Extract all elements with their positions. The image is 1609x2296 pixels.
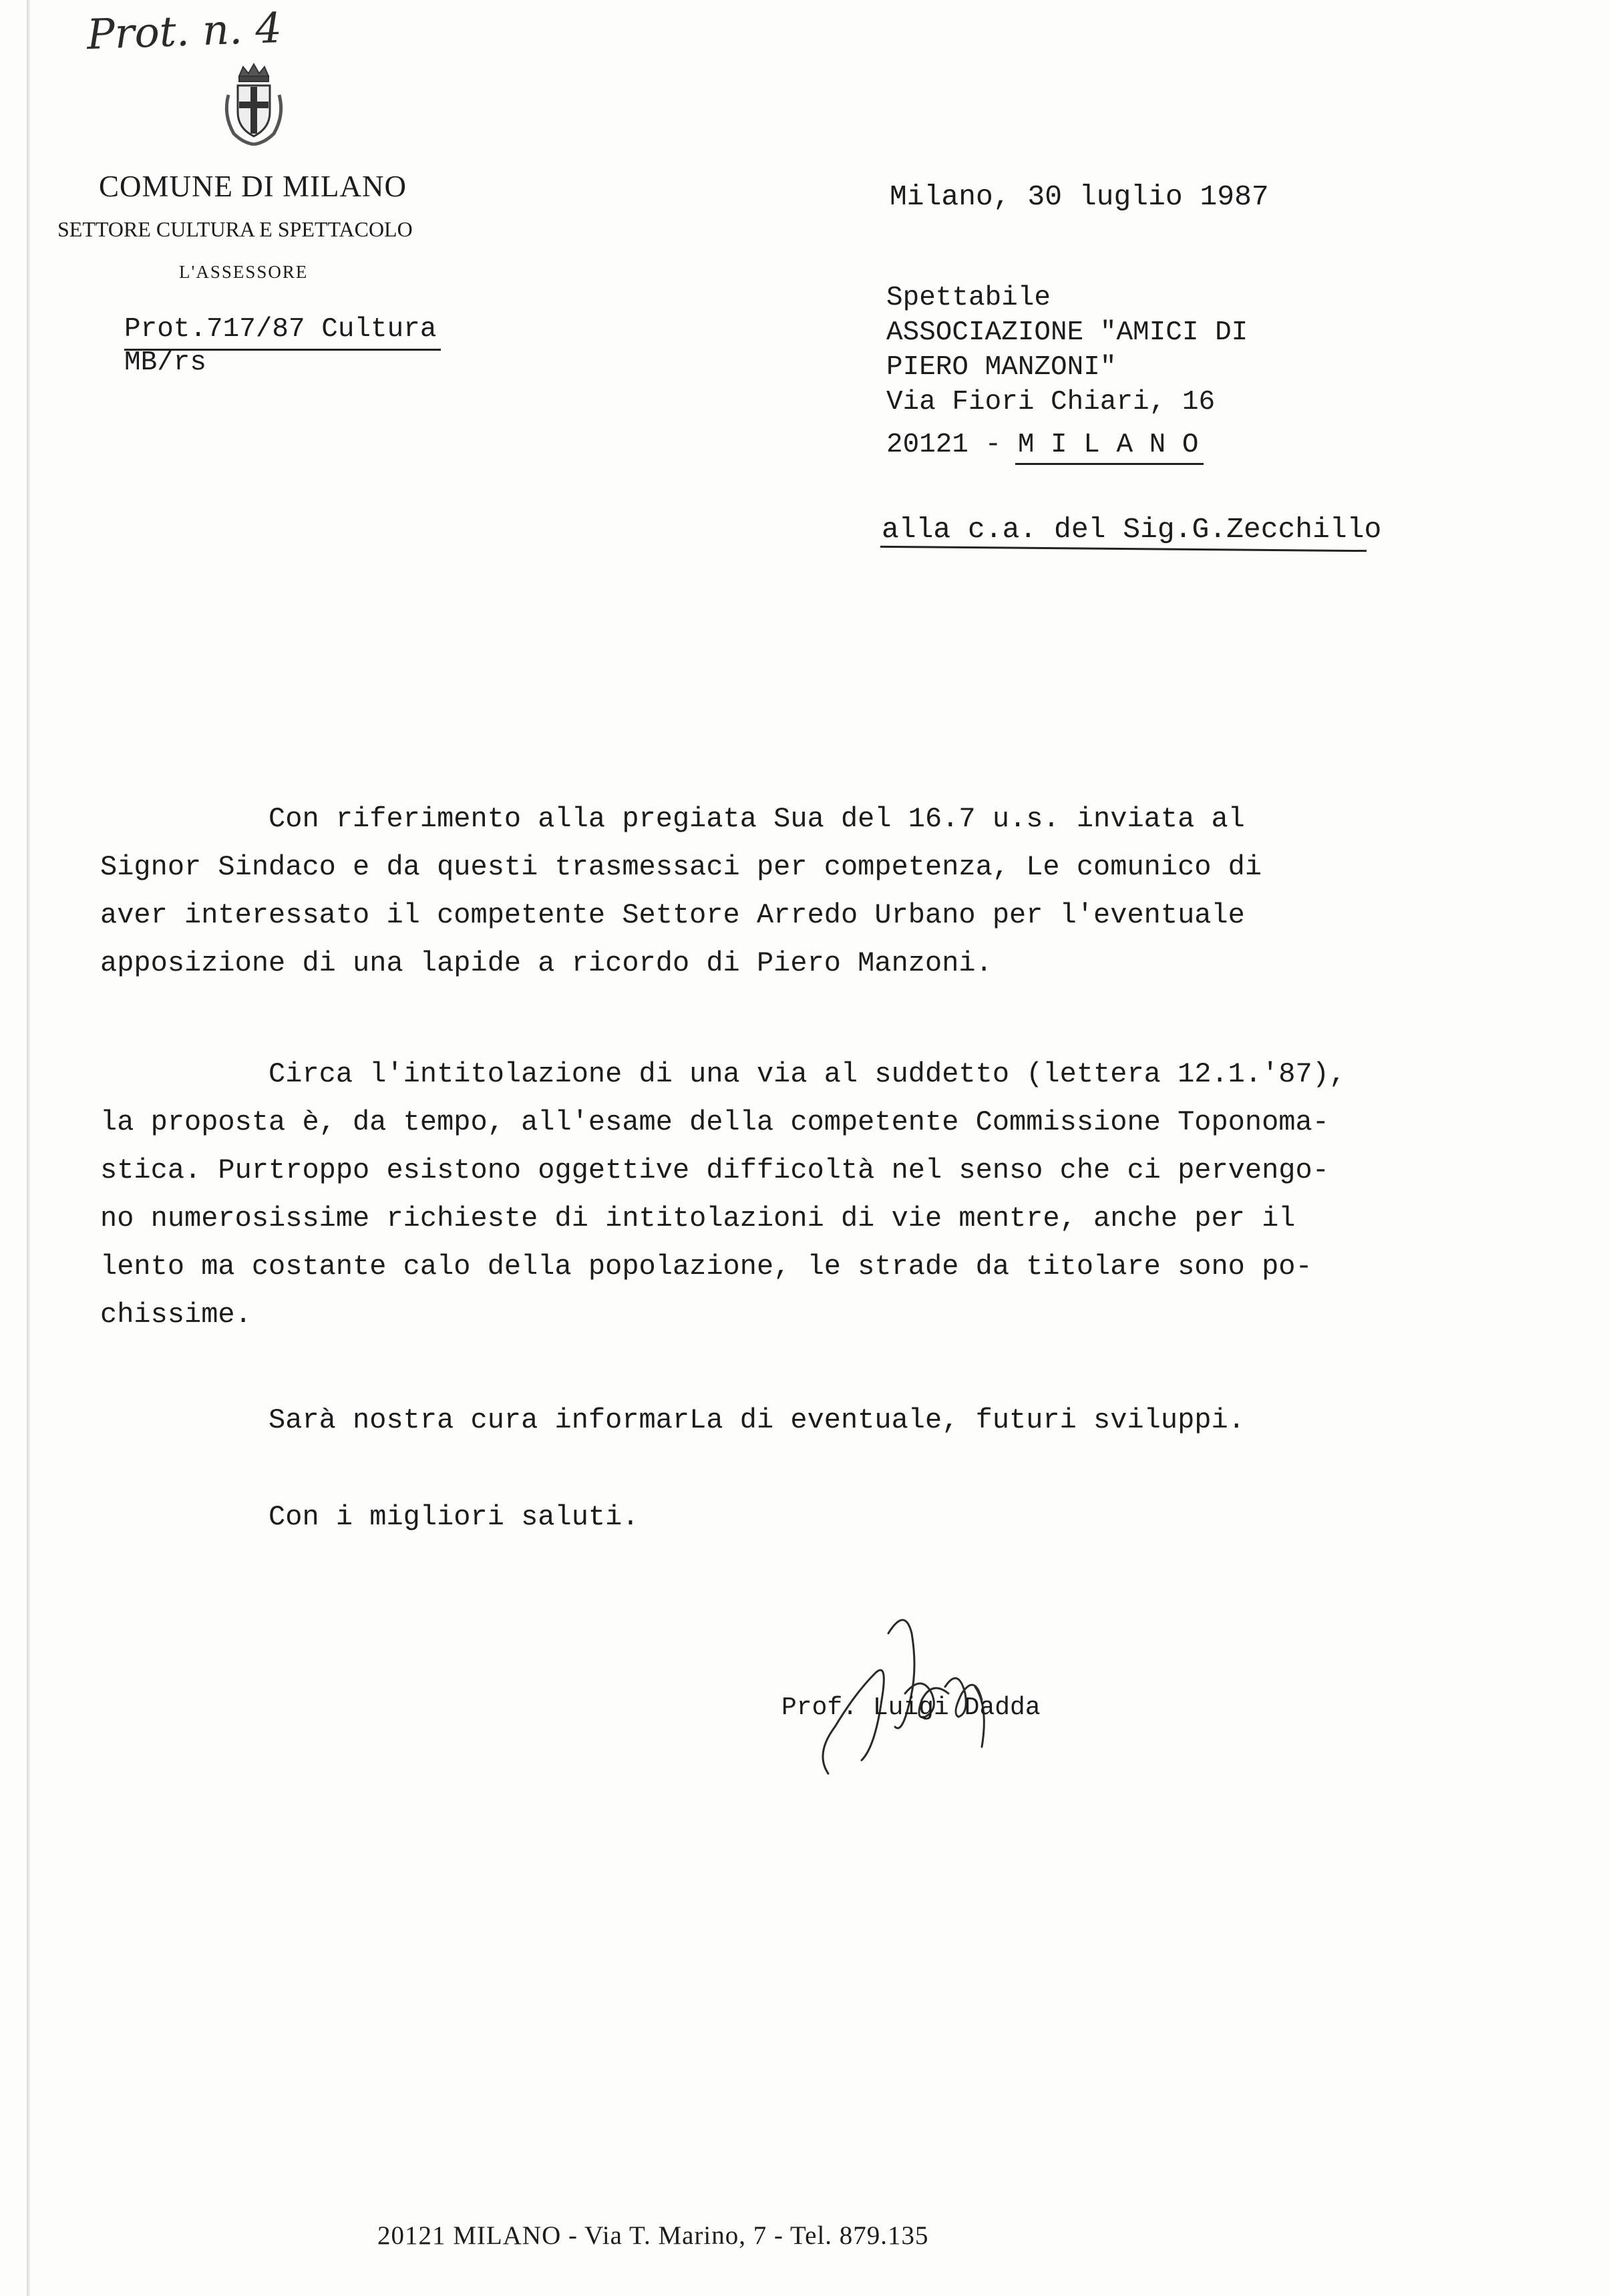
- protocol-number: Prot.717/87 Cultura: [124, 314, 437, 345]
- recipient-salutation: Spettabile: [886, 283, 1051, 313]
- recipient-city: M I L A N O: [1017, 430, 1199, 460]
- paragraph-line: lento ma costante calo della popolazione, le strade da titolare sono po-: [100, 1251, 1312, 1283]
- signatory-name: Prof. Luigi Dadda: [781, 1693, 1041, 1722]
- recipient-street: Via Fiori Chiari, 16: [886, 387, 1216, 418]
- body-paragraph-2: [100, 1050, 1346, 1339]
- handwritten-signature: [788, 1593, 1009, 1780]
- attention-underline: [880, 546, 1367, 552]
- city-underline: [1015, 463, 1204, 465]
- paragraph-line: chissime.: [100, 1299, 252, 1331]
- recipient-address: [886, 281, 1248, 420]
- letter-date: Milano, 30 luglio 1987: [890, 180, 1269, 213]
- assessore-title: L'ASSESSORE: [179, 262, 309, 282]
- recipient-postcode: 20121 -: [886, 430, 1018, 460]
- recipient-postcode-city: [886, 430, 1199, 460]
- comune-name: COMUNE DI MILANO: [99, 170, 407, 203]
- paragraph-line: la proposta è, da tempo, all'esame della competente Commissione Toponoma-: [100, 1106, 1329, 1138]
- milan-coat-of-arms-icon: [214, 61, 294, 148]
- recipient-organization-line1: ASSOCIAZIONE "AMICI DI: [886, 317, 1248, 348]
- paragraph-line: apposizione di una lapide a ricordo di Piero Manzoni.: [100, 947, 993, 979]
- body-paragraph-3: Sarà nostra cura informarLa di eventuale, futuri sviluppi.: [100, 1404, 1245, 1436]
- paragraph-line: aver interessato il competente Settore Arredo Urbano per l'eventuale: [100, 899, 1245, 931]
- paragraph-line: no numerosissime richieste di intitolazioni di vie mentre, anche per il: [100, 1202, 1296, 1235]
- typist-initials: MB/rs: [124, 347, 207, 378]
- closing-salutation: Con i migliori saluti.: [100, 1501, 639, 1533]
- handwritten-protocol-note: Prot. n. 4: [85, 3, 283, 59]
- attention-line: alla c.a. del Sig.G.Zecchillo: [882, 513, 1382, 546]
- page-edge-shadow: [27, 0, 30, 2296]
- settore-name: SETTORE CULTURA E SPETTACOLO: [57, 217, 413, 241]
- paragraph-line: stica. Purtroppo esistono oggettive difficoltà nel senso che ci pervengo-: [100, 1154, 1329, 1186]
- paragraph-line: Signor Sindaco e da questi trasmessaci per competenza, Le comunico di: [100, 851, 1262, 883]
- paragraph-line: Circa l'intitolazione di una via al suddetto (lettera 12.1.'87),: [100, 1058, 1347, 1090]
- paragraph-line: Con riferimento alla pregiata Sua del 16.7 u.s. inviata al: [100, 803, 1245, 835]
- body-paragraph-1: [100, 795, 1262, 987]
- recipient-organization-line2: PIERO MANZONI": [886, 352, 1117, 383]
- footer-address: 20121 MILANO - Via T. Marino, 7 - Tel. 879.135: [377, 2221, 929, 2250]
